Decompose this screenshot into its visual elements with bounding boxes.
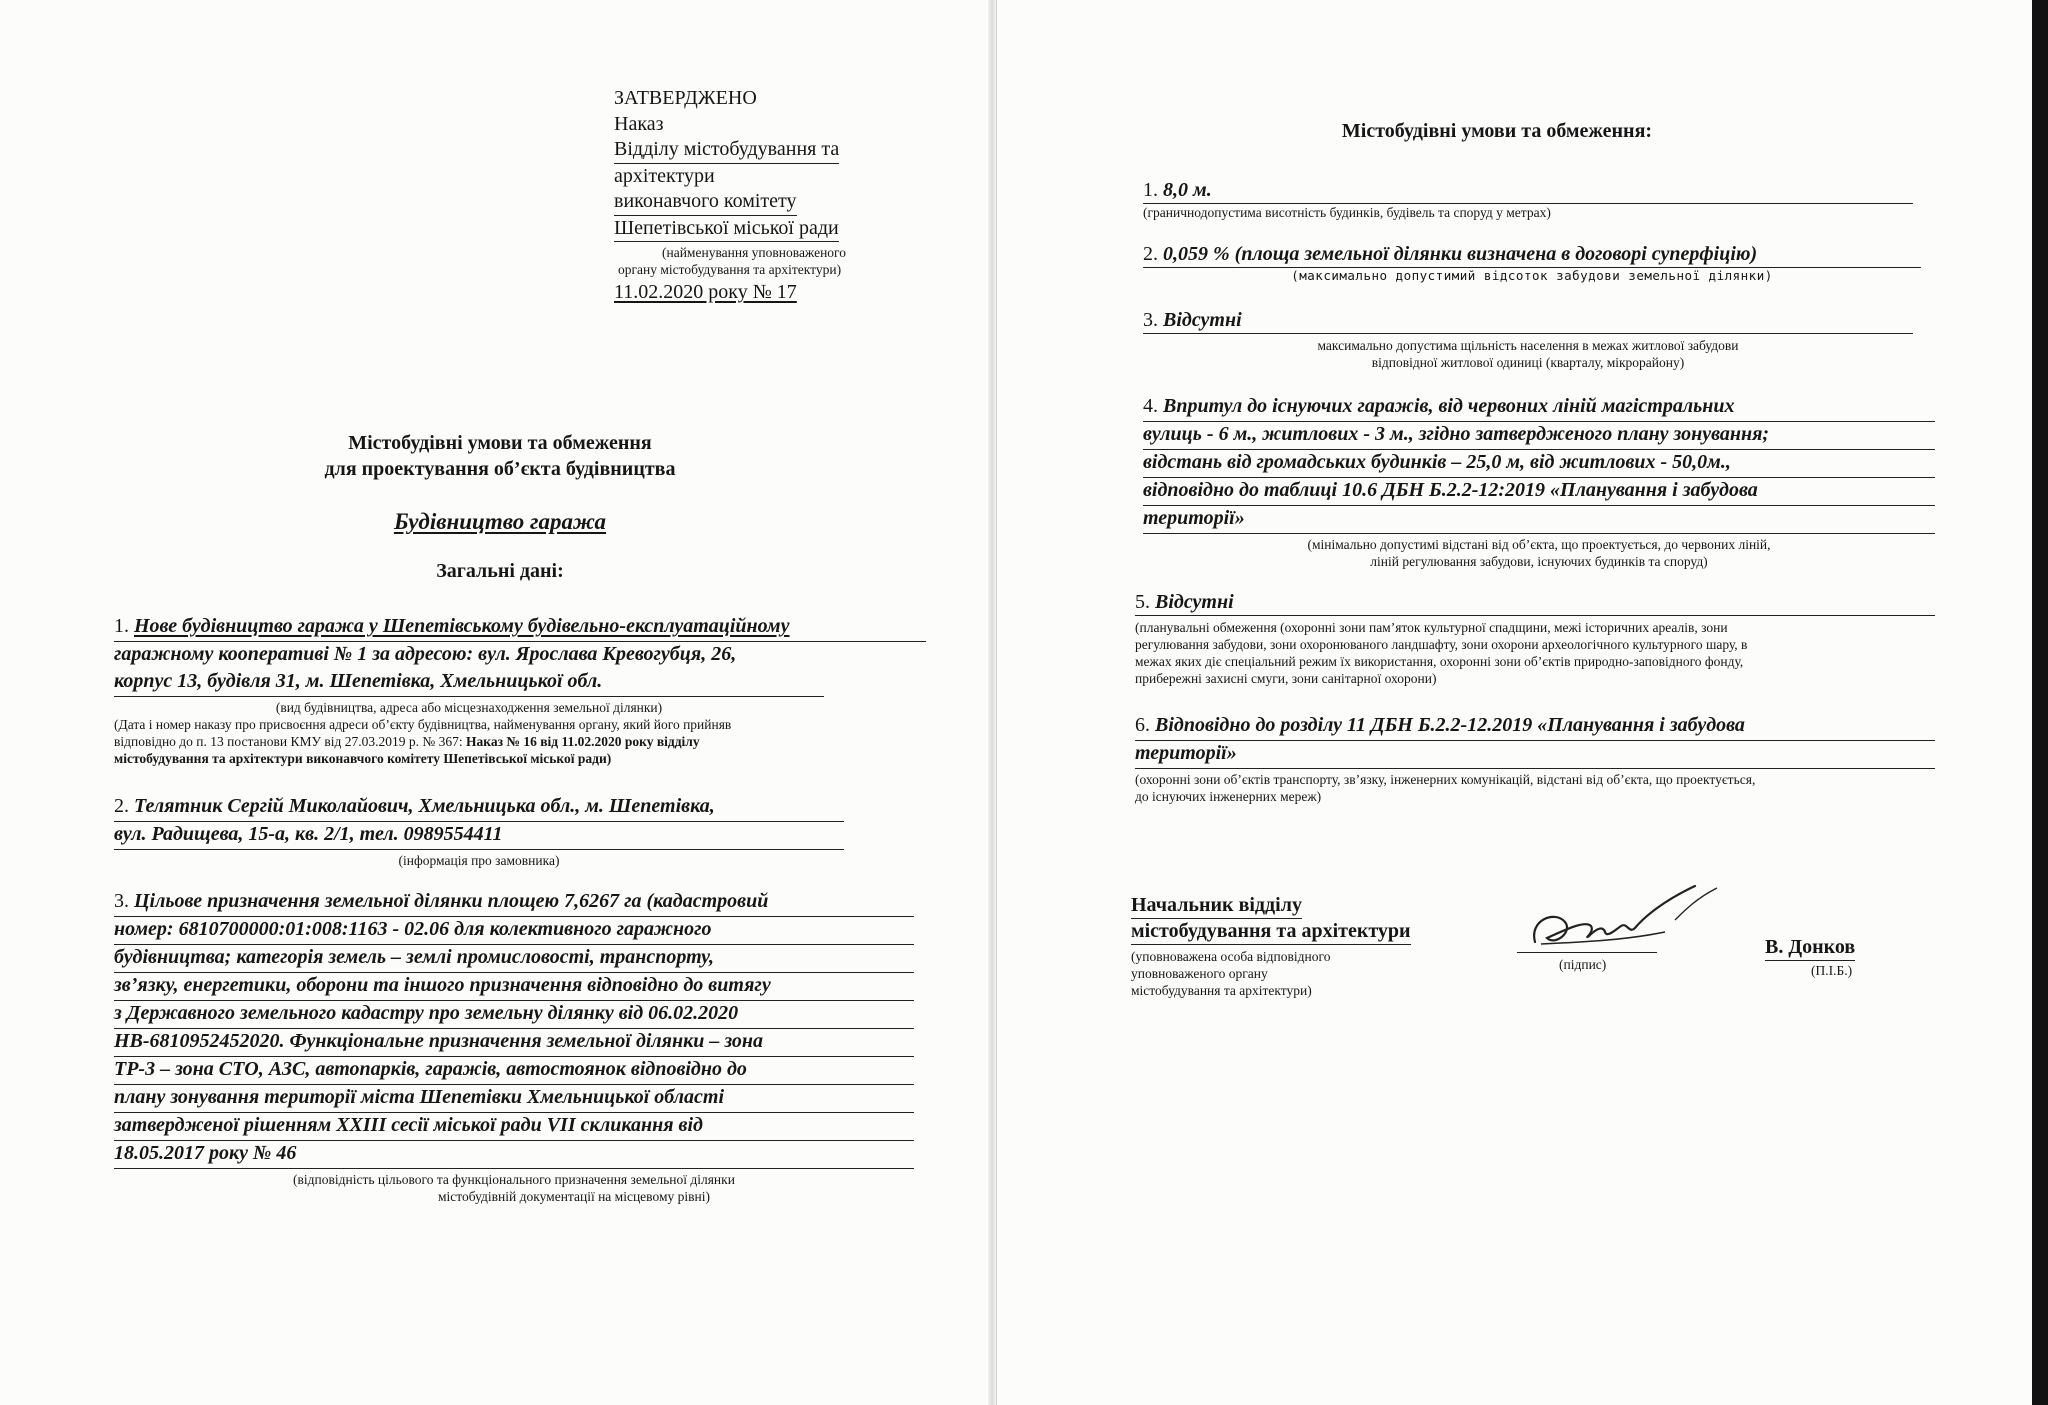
c4-caption-2: ліній регулювання забудови, існуючих будинків та споруд) <box>1370 554 1708 569</box>
item3-line-5: з Державного земельного кадастру про земельну ділянку від 06.02.2020 <box>114 1001 914 1029</box>
org-caption-1: (найменування уповноваженого <box>662 245 846 260</box>
c6-line-1: 6. Відповідно до розділу 11 ДБН Б.2.2-12.2019 «Планування і забудова <box>1135 713 1935 741</box>
item1-note-1: (Дата і номер наказу про присвоєння адреси об’єкту будівництва, найменування органу, який його прийняв <box>114 717 732 732</box>
left-page <box>0 0 988 1405</box>
item1-caption: (вид будівництва, адреса або місцезнаходження земельної ділянки) <box>275 700 663 715</box>
position-caption-2: уповноваженого органу <box>1131 966 1268 981</box>
scan-edge <box>2032 0 2048 1405</box>
item3-line-7: ТР-3 – зона СТО, АЗС, автопарків, гаражів, автостоянок відповідно до <box>114 1057 914 1085</box>
signatory-position <box>1131 893 1491 945</box>
condition-4 <box>1143 394 1935 570</box>
c6-caption-1: (охоронні зони об’єктів транспорту, зв’язку, інженерних комунікацій, відстані від об’єкта, що проектується, <box>1135 772 1756 787</box>
item2-line-2: вул. Радищева, 15-а, кв. 2/1, тел. 0989554411 <box>114 822 844 850</box>
item1-note-3: містобудування та архітектури виконавчого комітету Шепетівської міської ради) <box>114 751 612 766</box>
signature-caption: (підпис) <box>1559 957 1607 972</box>
c4-line-5: території» <box>1143 506 1935 534</box>
item3-line-10: 18.05.2017 року № 46 <box>114 1141 914 1169</box>
position-caption-3: містобудування та архітектури) <box>1131 983 1312 998</box>
c2-line: 2. 0,059 % (площа земельної ділянки визначена в договорі суперфіцію) <box>1143 242 1921 268</box>
c4-line-3: відстань від громадських будинків – 25,0 м, від житлових - 50,0м., <box>1143 450 1935 478</box>
item1-line-2: гаражному кооперативі № 1 за адресою: вул. Ярослава Кревогубця, 26, <box>114 643 737 665</box>
condition-2 <box>1143 242 1921 283</box>
right-page <box>996 0 2033 1405</box>
item2-caption: (інформація про замовника) <box>398 853 560 868</box>
c4-line-4: відповідно до таблиці 10.6 ДБН Б.2.2-12:2019 «Планування і забудова <box>1143 478 1935 506</box>
org-line-2: архітектури <box>614 164 715 187</box>
item3-line-6: НВ-6810952452020. Функціональне призначення земельної ділянки – зона <box>114 1029 914 1057</box>
general-item-1 <box>114 614 926 767</box>
c5-caption-3: межах яких діє спеціальний режим їх використання, охоронні зони об’єктів природно-заповідного фонду, <box>1135 654 1744 669</box>
handwritten-signature <box>1525 880 1725 960</box>
c3-caption-2: відповідної житлової одиниці (кварталу, мікрорайону) <box>1371 355 1685 370</box>
signature-line <box>1517 952 1657 953</box>
c4-caption-1: (мінімально допустимі відстані від об’єкта, що проектується, до червоних ліній, <box>1307 537 1771 552</box>
item3-line-4: зв’язку, енергетики, оборони та іншого призначення відповідно до витягу <box>114 973 914 1001</box>
page-gutter <box>988 0 996 1405</box>
item3-line-2: номер: 6810700000:01:008:1163 - 02.06 для колективного гаражного <box>114 917 914 945</box>
condition-3 <box>1143 308 1913 371</box>
c5-caption-1: (планувальні обмеження (охоронні зони пам’яток культурної спадщини, межі історичних ареалів, зони <box>1135 620 1728 635</box>
c5-caption-2: регулювання забудови, зони охоронюваного ландшафту, зони охорони археологічного культурного шару, в <box>1135 637 1748 652</box>
item1-line-1: 1. Нове будівництво гаража у Шепетівському будівельно-експлуатаційному <box>114 614 926 642</box>
item3-line-8: плану зонування території міста Шепетівки Хмельницької області <box>114 1085 914 1113</box>
general-data-heading: Загальні дані: <box>436 560 564 582</box>
c3-line: 3. Відсутні <box>1143 308 1913 334</box>
condition-5 <box>1135 590 1935 687</box>
signatory-name: В. Донков <box>1765 935 1855 961</box>
item2-line-1: 2. Телятник Сергій Миколайович, Хмельницька обл., м. Шепетівка, <box>114 794 844 822</box>
general-item-2 <box>114 794 844 869</box>
item3-line-1: 3. Цільове призначення земельної ділянки площею 7,6267 га (кадастровий <box>114 889 914 917</box>
c3-caption-1: максимально допустима щільність населення в межах житлової забудови <box>1317 338 1739 353</box>
document-title <box>240 430 760 482</box>
c1-line: 1. 8,0 м. <box>1143 178 1913 204</box>
object-name: Будівництво гаража <box>393 509 607 534</box>
c4-line-1: 4. Впритул до існуючих гаражів, від червоних ліній магістральних <box>1143 394 1935 422</box>
position-caption <box>1131 948 1431 999</box>
approval-date-number: 11.02.2020 року № 17 <box>614 281 797 303</box>
c6-caption-2: до існуючих інженерних мереж) <box>1135 789 1322 804</box>
item3-line-9: затвердженої рішенням XXIII сесії міської ради VII скликання від <box>114 1113 914 1141</box>
position-caption-1: (уповноважена особа відповідного <box>1131 949 1331 964</box>
condition-6 <box>1135 713 1935 805</box>
order-word: Наказ <box>614 112 664 135</box>
approval-stamp: ЗАТВЕРДЖЕНО <box>614 87 757 109</box>
org-caption-2: органу містобудування та архітектури) <box>618 262 842 277</box>
title-line-1: Містобудівні умови та обмеження <box>348 432 652 454</box>
org-line-1: Відділу містобудування та <box>614 137 839 164</box>
c6-line-2: території» <box>1135 741 1935 769</box>
item3-caption-2: містобудівній документації на місцевому рівні) <box>438 1189 710 1204</box>
item3-line-3: будівництва; категорія земель – землі промисловості, транспорту, <box>114 945 914 973</box>
conditions-heading: Містобудівні умови та обмеження: <box>1341 120 1653 142</box>
name-caption: (П.І.Б.) <box>1811 963 1853 978</box>
item1-note-2: відповідно до п. 13 постанови КМУ від 27.03.2019 р. № 367: Наказ № 16 від 11.02.2020 року відділу <box>114 734 700 749</box>
c5-line: 5. Відсутні <box>1135 590 1935 616</box>
c5-caption-4: прибережні захисні смуги, зони санітарної охорони) <box>1135 671 1437 686</box>
org-line-4: Шепетівської міської ради <box>614 216 839 243</box>
position-line-1: Начальник відділу <box>1131 893 1302 919</box>
c2-caption: (максимально допустимий відсоток забудови земельної ділянки) <box>1291 268 1773 283</box>
title-line-2: для проектування об’єкта будівництва <box>324 458 676 480</box>
approval-block <box>614 86 934 306</box>
position-line-2: містобудування та архітектури <box>1131 919 1411 945</box>
item3-caption-1: (відповідність цільового та функціонального призначення земельної ділянки <box>293 1172 735 1187</box>
c4-line-2: вулиць - 6 м., житлових - 3 м., згідно затвердженого плану зонування; <box>1143 422 1935 450</box>
org-line-3: виконавчого комітету <box>614 189 797 216</box>
item1-line-3: корпус 13, будівля 31, м. Шепетівка, Хмельницької обл. <box>114 669 824 697</box>
c1-caption: (граничнодопустима висотність будинків, будівель та споруд у метрах) <box>1143 205 1551 220</box>
item1-line-3-wrap <box>114 669 824 697</box>
condition-1 <box>1143 178 1913 221</box>
general-item-3 <box>114 889 914 1205</box>
